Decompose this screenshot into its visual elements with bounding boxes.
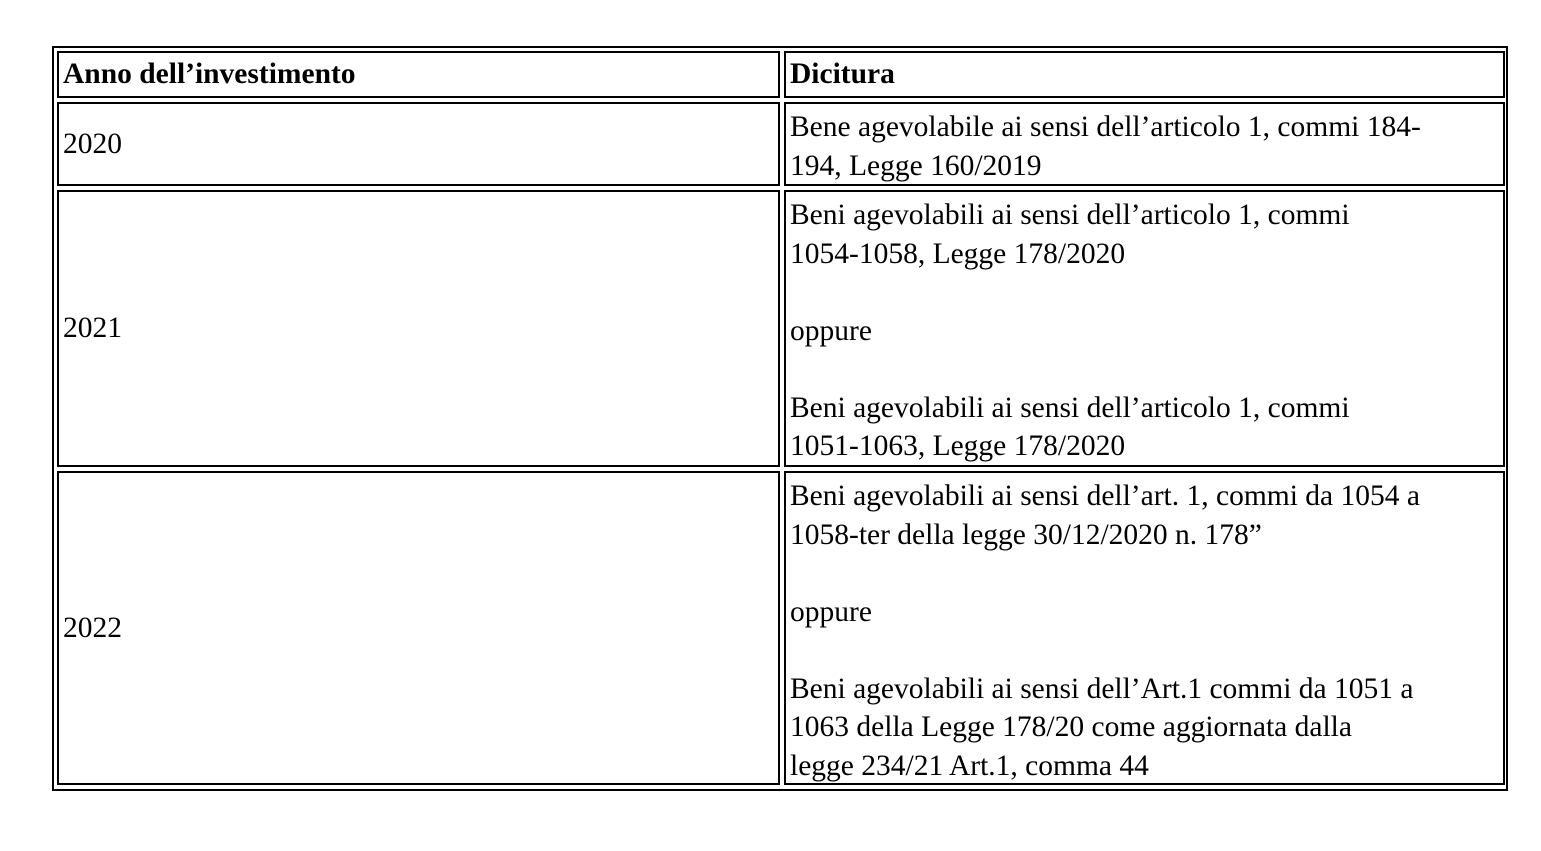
header-anno-label: Anno dell’investimento <box>63 58 356 91</box>
year-cell-2020 <box>57 102 780 186</box>
dicitura-cell-2020 <box>784 102 1505 186</box>
dicitura-text: Beni agevolabili ai sensi dell’articolo 1, commi 1051-1063, Legge 178/2020 <box>790 391 1350 462</box>
dicitura-text: Bene agevolabile ai sensi dell’articolo 1, commi 184- 194, Legge 160/2019 <box>790 111 1421 182</box>
year-label: 2020 <box>63 127 122 160</box>
year-label: 2021 <box>63 312 122 345</box>
dicitura-text: Beni agevolabili ai sensi dell’Art.1 commi da 1051 a 1063 della Legge 178/20 come aggiornata dalla legge 234/21 Art.1, comma 44 <box>790 672 1414 782</box>
oppure-text: oppure <box>790 595 872 628</box>
dicitura-cell-2021 <box>784 190 1505 467</box>
dicitura-table <box>52 46 1508 791</box>
year-label: 2022 <box>63 611 122 644</box>
paragraph-gap <box>790 631 1503 670</box>
header-dicitura-label: Dicitura <box>790 58 895 91</box>
dicitura-cell-2022 <box>784 471 1505 785</box>
table-grid <box>57 51 1503 786</box>
header-anno <box>57 51 780 98</box>
paragraph-gap <box>790 273 1503 312</box>
oppure-text: oppure <box>790 314 872 347</box>
year-cell-2022 <box>57 471 780 785</box>
paragraph-gap <box>790 350 1503 389</box>
paragraph-gap <box>790 554 1503 593</box>
dicitura-text: Beni agevolabili ai sensi dell’art. 1, commi da 1054 a 1058-ter della legge 30/12/2020 n. 178” <box>790 480 1420 551</box>
dicitura-text: Beni agevolabili ai sensi dell’articolo 1, commi 1054-1058, Legge 178/2020 <box>790 199 1350 270</box>
header-dicitura <box>784 51 1505 98</box>
year-cell-2021 <box>57 190 780 467</box>
